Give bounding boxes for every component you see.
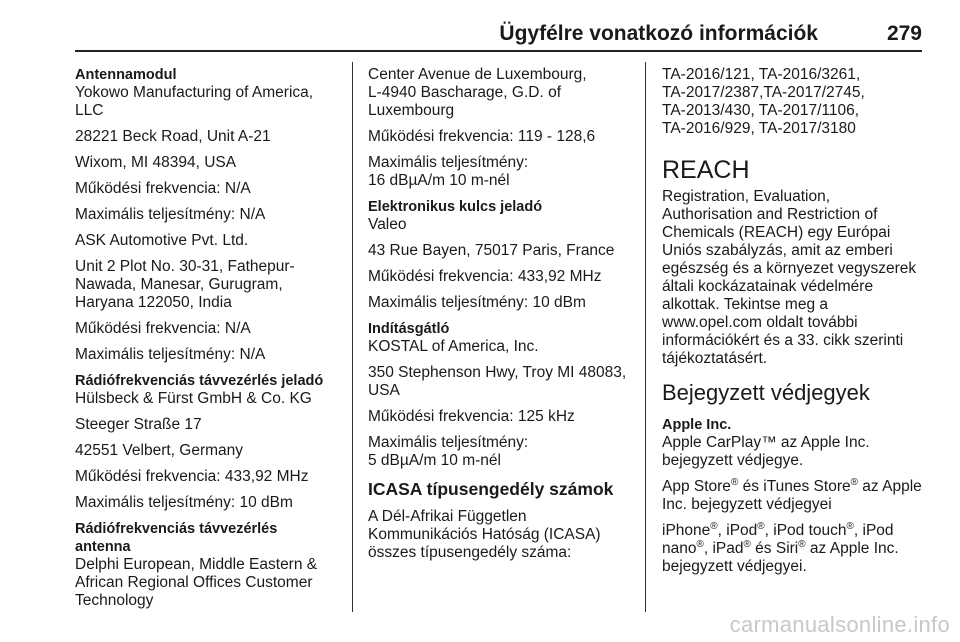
- section-heading: Bejegyzett védjegyek: [662, 380, 870, 405]
- paragraph: Unit 2 Plot No. 30-31, Fathepur- Nawada, Manesar, Gurugram, Haryana 122050, India: [75, 258, 295, 311]
- paragraph: Apple CarPlay™ az Apple Inc. bejegyzett védjegye.: [662, 434, 870, 469]
- paragraph: Működési frekvencia: 119 - 128,6: [368, 128, 596, 145]
- text-run: iPhone: [662, 522, 711, 539]
- paragraph: Maximális teljesítmény: 10 dBm: [368, 294, 586, 311]
- section-heading: Rádiófrekvenciás távvezérlés antenna: [75, 521, 278, 555]
- text-run: és iTunes Store: [738, 478, 851, 495]
- section-heading: Antennamodul: [75, 67, 177, 83]
- paragraph: Yokowo Manufacturing of America, LLC: [75, 84, 314, 119]
- section-heading: REACH: [662, 156, 750, 184]
- watermark: carmanualsonline.info: [729, 612, 950, 637]
- column-middle: [368, 66, 638, 570]
- paragraph: KOSTAL of America, Inc.: [368, 338, 539, 355]
- header-rule: [75, 50, 922, 52]
- registered-mark: ®: [730, 476, 739, 488]
- paragraph: Wixom, MI 48394, USA: [75, 154, 237, 171]
- paragraph: Hülsbeck & Fürst GmbH & Co. KG: [75, 390, 312, 407]
- text-run: az Apple Inc. bejegyzett védjegyei: [662, 478, 922, 513]
- subsection-heading: Apple Inc.: [662, 417, 732, 433]
- paragraph: Működési frekvencia: N/A: [75, 180, 251, 197]
- column-divider: [645, 62, 646, 612]
- text-run: , iPod: [717, 522, 758, 539]
- paragraph: Maximális teljesítmény: N/A: [75, 346, 266, 363]
- column-right: [662, 66, 930, 584]
- paragraph: 43 Rue Bayen, 75017 Paris, France: [368, 242, 615, 259]
- paragraph: Valeo: [368, 216, 407, 233]
- text-run: és Siri: [750, 540, 799, 557]
- section-heading: Elektronikus kulcs jeladó: [368, 199, 543, 215]
- paragraph: Működési frekvencia: 125 kHz: [368, 408, 575, 425]
- page-number: 279: [886, 22, 922, 45]
- paragraph: Delphi European, Middle Eastern & African Regional Offices Customer Technology: [75, 556, 318, 609]
- registered-mark: ®: [757, 520, 765, 532]
- paragraph: A Dél-Afrikai Független Kommunikációs Hatóság (ICASA) összes típusengedély száma:: [368, 508, 601, 561]
- text-run: , iPod touch: [764, 522, 847, 539]
- column-divider: [352, 62, 353, 612]
- paragraph: Működési frekvencia: 433,92 MHz: [368, 268, 602, 285]
- text-run: , iPod nano: [662, 522, 894, 557]
- section-heading: Indításgátló: [368, 321, 450, 337]
- registered-mark: ®: [798, 538, 806, 550]
- paragraph: Maximális teljesítmény: 10 dBm: [75, 494, 293, 511]
- text-run: , iPad: [703, 540, 744, 557]
- page-header: [75, 14, 922, 48]
- paragraph: Maximális teljesítmény: N/A: [75, 206, 266, 223]
- paragraph: Center Avenue de Luxembourg, L-4940 Bascharage, G.D. of Luxembourg: [368, 66, 587, 119]
- paragraph: Maximális teljesítmény: 16 dBµA/m 10 m-nél: [368, 154, 529, 189]
- paragraph: [662, 478, 930, 514]
- paragraph: 42551 Velbert, Germany: [75, 442, 244, 459]
- paragraph: 350 Stephenson Hwy, Troy MI 48083, USA: [368, 364, 627, 399]
- paragraph: 28221 Beck Road, Unit A-21: [75, 128, 271, 145]
- paragraph: Maximális teljesítmény: 5 dBµA/m 10 m-nél: [368, 434, 529, 469]
- paragraph: Működési frekvencia: 433,92 MHz: [75, 468, 309, 485]
- registered-mark: ®: [846, 520, 854, 532]
- text-run: az Apple Inc. bejegyzett védjegyei.: [662, 540, 899, 575]
- paragraph: Steeger Straße 17: [75, 416, 202, 433]
- section-heading: ICASA típusengedély számok: [368, 479, 614, 499]
- text-run: App Store: [662, 478, 731, 495]
- registered-mark: ®: [696, 538, 704, 550]
- registered-mark: ®: [850, 476, 858, 488]
- registered-mark: ®: [710, 520, 718, 532]
- column-left: [75, 66, 347, 618]
- paragraph: TA-2016/121, TA-2016/3261, TA-2017/2387,TA-2017/2745, TA-2013/430, TA-2017/1106, TA-2016/929, TA-2017/3180: [662, 66, 865, 137]
- registered-mark: ®: [743, 538, 751, 550]
- paragraph: Registration, Evaluation, Authorisation and Restriction of Chemicals (REACH) egy Európai Uniós szabályzás, amit az emberi egészség és a környezet vegyszerek általi kockázatainak védelmére alkottak. Tekintse meg a www.opel.com oldalt további információkért és a 33. cikk szerinti tájékoztatásért.: [662, 188, 917, 367]
- paragraph: [662, 522, 930, 576]
- section-heading: Rádiófrekvenciás távvezérlés jeladó: [75, 373, 324, 389]
- paragraph: Működési frekvencia: N/A: [75, 320, 251, 337]
- page-title: Ügyfélre vonatkozó információk: [499, 22, 818, 45]
- paragraph: ASK Automotive Pvt. Ltd.: [75, 232, 249, 249]
